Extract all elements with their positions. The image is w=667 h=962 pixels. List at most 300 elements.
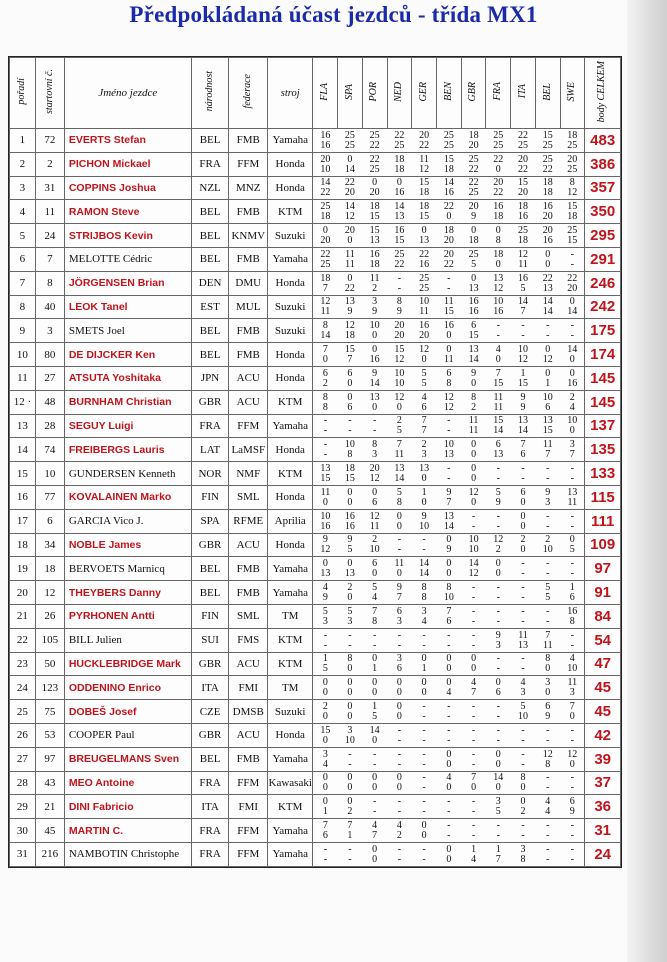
race-score-moto1: - <box>348 415 352 427</box>
race-score-cell <box>338 319 363 343</box>
rider-bike: Honda <box>268 343 313 367</box>
race-score-moto1: 0 <box>372 843 378 855</box>
race-score-cell <box>338 414 363 438</box>
race-score-moto2: 0 <box>446 758 452 770</box>
race-score-moto2: 0 <box>495 258 501 270</box>
race-score-moto1: 16 <box>369 248 380 260</box>
race-score-moto1: 18 <box>443 225 454 237</box>
race-score-moto1: 0 <box>396 701 402 713</box>
race-score-moto1: 12 <box>542 748 553 760</box>
race-score-moto2: 3 <box>372 449 378 461</box>
race-score-moto2: 25 <box>493 139 504 151</box>
race-score-moto2: 18 <box>468 235 479 247</box>
race-score-moto2: - <box>521 734 525 746</box>
race-score-cell <box>560 390 585 414</box>
race-score-moto1: 13 <box>320 463 331 475</box>
rider-position: 30 <box>10 819 36 843</box>
race-score-moto1: 25 <box>493 129 504 141</box>
race-score-moto2: 11 <box>320 306 331 318</box>
rider-start-number: 21 <box>35 795 64 819</box>
race-score-moto1: 22 <box>369 153 380 165</box>
rider-start-number: 6 <box>35 509 64 533</box>
race-score-moto2: 5 <box>421 377 427 389</box>
race-score-moto1: - <box>570 248 574 260</box>
rider-federation: FMB <box>229 557 268 581</box>
race-score-moto2: 20 <box>518 187 529 199</box>
race-score-moto1: - <box>422 796 426 808</box>
race-score-moto2: 15 <box>394 235 405 247</box>
rider-start-number: 31 <box>35 176 64 200</box>
race-score-moto1: 0 <box>347 772 353 784</box>
race-score-moto1: 2 <box>421 439 427 451</box>
race-score-moto1: 0 <box>372 177 378 189</box>
race-score-moto2: 4 <box>372 592 378 604</box>
rider-name: BURNHAM Christian <box>64 390 191 414</box>
rider-federation: FFM <box>229 842 268 866</box>
race-score-cell <box>313 700 338 724</box>
race-score-moto2: - <box>471 830 476 841</box>
race-score-moto2: 10 <box>369 544 380 556</box>
race-score-moto2: 16 <box>419 258 430 270</box>
rider-nationality: GBR <box>191 652 229 676</box>
race-score-cell <box>313 414 338 438</box>
rider-nationality: FRA <box>191 771 229 795</box>
race-score-cell <box>362 628 387 652</box>
race-score-moto1: - <box>471 748 476 760</box>
race-score-moto1: 0 <box>347 677 353 689</box>
race-score-moto2: 11 <box>369 520 380 532</box>
race-score-moto1: - <box>521 605 525 617</box>
race-score-moto2: - <box>447 830 451 841</box>
race-score-moto1: - <box>372 796 377 808</box>
table-row <box>10 366 621 390</box>
race-score-moto1: 15 <box>493 415 504 427</box>
race-score-cell <box>436 129 461 153</box>
race-score-cell <box>412 200 437 224</box>
race-score-moto1: 16 <box>320 129 331 141</box>
race-score-cell <box>511 795 536 819</box>
race-score-moto1: 9 <box>347 534 353 546</box>
rider-nationality: BEL <box>191 343 229 367</box>
race-score-cell <box>362 557 387 581</box>
race-score-moto2: - <box>546 853 550 865</box>
race-score-moto2: 0 <box>421 354 427 366</box>
race-score-moto1: - <box>422 724 426 736</box>
race-score-cell <box>412 509 437 533</box>
race-score-cell <box>412 129 437 153</box>
race-score-cell <box>387 795 412 819</box>
race-score-moto1: 4 <box>372 820 378 831</box>
race-score-moto1: 20 <box>369 463 380 475</box>
race-score-cell <box>461 652 486 676</box>
rider-total-points: 115 <box>585 485 621 509</box>
race-score-moto2: - <box>323 425 328 437</box>
rider-name: ODDENINO Enrico <box>64 676 191 700</box>
race-score-moto1: 25 <box>320 201 331 213</box>
race-score-moto1: - <box>422 534 426 546</box>
race-score-moto2: 13 <box>468 282 479 294</box>
rider-total-points: 45 <box>585 676 621 700</box>
race-score-moto1: 0 <box>446 344 452 356</box>
race-score-moto2: 20 <box>468 139 479 151</box>
race-score-moto2: - <box>496 830 500 841</box>
race-score-moto2: 14 <box>320 330 331 342</box>
race-score-moto2: 1 <box>421 663 427 675</box>
race-score-cell <box>511 747 536 771</box>
race-score-moto2: 7 <box>421 425 427 437</box>
race-score-cell <box>313 200 338 224</box>
rider-position: 8 <box>10 295 36 319</box>
rider-federation: FMB <box>229 200 268 224</box>
rider-position: 7 <box>10 271 36 295</box>
race-score-cell <box>535 557 560 581</box>
race-score-moto1: 15 <box>369 225 380 237</box>
header-race-swe: SWE <box>560 58 585 129</box>
rider-name: BERVOETS Marnicq <box>64 557 191 581</box>
race-score-moto1: 9 <box>446 486 452 498</box>
rider-total-points: 350 <box>585 200 621 224</box>
race-score-moto2: 0 <box>495 568 501 580</box>
rider-position: 26 <box>10 723 36 747</box>
race-score-moto2: 6 <box>322 830 328 841</box>
race-score-cell <box>461 247 486 271</box>
race-score-cell <box>535 509 560 533</box>
table-row <box>10 652 621 676</box>
race-score-moto1: 22 <box>344 177 355 189</box>
race-score-cell <box>511 509 536 533</box>
race-score-moto1: 6 <box>471 320 477 332</box>
rider-total-points: 47 <box>585 652 621 676</box>
race-score-moto2: 16 <box>394 187 405 199</box>
race-score-cell <box>535 414 560 438</box>
race-score-moto1: 3 <box>545 677 551 689</box>
race-score-cell <box>436 366 461 390</box>
rider-position: 18 <box>10 533 36 557</box>
race-score-moto1: 0 <box>545 344 551 356</box>
rider-name: JÖRGENSEN Brian <box>64 271 191 295</box>
header-race-spa: SPA <box>338 58 363 129</box>
race-score-moto1: 7 <box>520 439 526 451</box>
race-score-moto1: 6 <box>446 367 452 379</box>
rider-nationality: BEL <box>191 200 229 224</box>
race-score-moto1: 4 <box>520 677 526 689</box>
race-score-cell <box>338 224 363 248</box>
rider-nationality: EST <box>191 295 229 319</box>
race-score-cell <box>338 819 363 843</box>
header-race-fra: FRA <box>486 58 511 129</box>
race-score-moto2: 2 <box>520 806 526 818</box>
rider-total-points: 291 <box>585 247 621 271</box>
race-score-moto2: 22 <box>443 258 454 270</box>
race-score-moto2: 1 <box>545 377 551 389</box>
race-score-cell <box>338 628 363 652</box>
race-score-cell <box>338 438 363 462</box>
race-score-moto1: - <box>521 463 525 475</box>
race-score-moto1: 20 <box>344 225 355 237</box>
race-score-moto1: 0 <box>421 820 427 831</box>
race-score-cell <box>313 747 338 771</box>
race-score-moto1: 0 <box>545 367 551 379</box>
race-score-cell <box>313 224 338 248</box>
race-score-cell <box>535 271 560 295</box>
rider-bike: Yamaha <box>268 557 313 581</box>
race-score-cell <box>436 723 461 747</box>
race-score-moto1: 0 <box>396 177 402 189</box>
race-score-moto2: 16 <box>443 187 454 199</box>
race-score-moto1: 12 <box>369 510 380 522</box>
race-score-moto2: - <box>348 758 352 770</box>
race-score-cell <box>338 676 363 700</box>
race-score-moto2: 16 <box>542 235 553 247</box>
race-score-moto1: 16 <box>542 201 553 213</box>
race-score-moto2: 7 <box>322 282 328 294</box>
race-score-moto2: 5 <box>569 544 575 556</box>
race-score-cell <box>560 319 585 343</box>
race-score-cell <box>362 295 387 319</box>
rider-federation: NMF <box>229 462 268 486</box>
race-score-cell <box>362 366 387 390</box>
rider-bike: Yamaha <box>268 129 313 153</box>
race-score-moto1: - <box>570 558 574 570</box>
rider-nationality: GBR <box>191 723 229 747</box>
race-score-moto1: 14 <box>369 724 380 736</box>
race-score-moto1: 3 <box>495 796 501 808</box>
race-score-cell <box>338 771 363 795</box>
table-row <box>10 557 621 581</box>
race-score-moto2: 0 <box>347 235 353 247</box>
race-score-cell <box>461 438 486 462</box>
race-score-moto1: 0 <box>322 225 328 237</box>
race-score-cell <box>338 295 363 319</box>
race-score-cell <box>338 842 363 866</box>
race-score-moto1: 0 <box>446 558 452 570</box>
race-score-cell <box>412 366 437 390</box>
race-score-cell <box>387 485 412 509</box>
race-score-cell <box>461 295 486 319</box>
race-score-cell <box>461 676 486 700</box>
race-score-cell <box>313 771 338 795</box>
race-score-moto1: 0 <box>347 701 353 713</box>
rider-start-number: 3 <box>35 319 64 343</box>
race-score-cell <box>511 771 536 795</box>
race-score-moto2: 7 <box>396 592 402 604</box>
race-score-moto1: - <box>546 320 550 332</box>
race-score-cell <box>313 295 338 319</box>
race-score-moto1: - <box>422 748 426 760</box>
race-score-moto1: - <box>447 701 451 713</box>
race-score-moto2: 3 <box>545 496 551 508</box>
race-score-cell <box>461 771 486 795</box>
race-score-moto2: 14 <box>493 425 504 437</box>
race-score-cell <box>412 700 437 724</box>
race-score-moto1: 0 <box>322 796 328 808</box>
race-score-cell <box>486 700 511 724</box>
race-score-moto2: - <box>496 473 500 485</box>
race-score-moto1: 0 <box>545 248 551 260</box>
race-score-cell <box>560 366 585 390</box>
rider-start-number: 74 <box>35 438 64 462</box>
rider-total-points: 145 <box>585 366 621 390</box>
race-score-cell <box>486 343 511 367</box>
race-score-moto2: - <box>422 639 426 651</box>
race-score-moto2: - <box>570 830 574 841</box>
race-score-cell <box>362 485 387 509</box>
race-score-moto1: 25 <box>542 153 553 165</box>
race-score-moto1: 8 <box>347 653 353 665</box>
race-score-moto2: 4 <box>471 853 477 865</box>
race-score-moto1: 18 <box>320 272 331 284</box>
race-score-moto1: 9 <box>495 629 501 641</box>
race-score-moto1: 15 <box>320 724 331 736</box>
race-score-moto1: - <box>521 748 525 760</box>
race-score-cell <box>511 533 536 557</box>
race-score-moto1: 8 <box>322 391 328 403</box>
race-score-moto1: 0 <box>471 272 477 284</box>
race-score-cell <box>461 152 486 176</box>
race-score-moto2: 25 <box>518 139 529 151</box>
race-score-moto2: - <box>397 853 402 865</box>
race-score-moto2: - <box>521 830 525 841</box>
race-score-cell <box>560 771 585 795</box>
race-score-moto1: 0 <box>372 486 378 498</box>
rider-name: EVERTS Stefan <box>64 129 191 153</box>
race-score-moto2: - <box>496 592 500 604</box>
page-edge-shadow <box>627 0 667 962</box>
race-score-cell <box>338 747 363 771</box>
race-score-moto2: 4 <box>322 758 328 770</box>
race-score-cell <box>486 509 511 533</box>
race-score-cell <box>511 700 536 724</box>
race-score-moto2: 15 <box>369 211 380 223</box>
race-score-cell <box>511 295 536 319</box>
race-score-moto1: 3 <box>347 724 353 736</box>
rider-nationality: FRA <box>191 414 229 438</box>
race-score-cell <box>313 628 338 652</box>
race-score-cell <box>535 319 560 343</box>
race-score-moto2: 11 <box>493 401 504 413</box>
race-score-moto1: 6 <box>495 439 501 451</box>
race-score-moto1: 12 <box>419 344 430 356</box>
race-score-moto2: 13 <box>493 449 504 461</box>
rider-total-points: 37 <box>585 771 621 795</box>
race-score-moto2: - <box>471 592 476 604</box>
rider-nationality: FRA <box>191 842 229 866</box>
race-score-moto1: - <box>323 629 328 641</box>
rider-total-points: 109 <box>585 533 621 557</box>
race-score-moto2: 5 <box>396 425 402 437</box>
rider-total-points: 31 <box>585 819 621 843</box>
race-score-moto1: 22 <box>567 272 578 284</box>
race-score-cell <box>560 509 585 533</box>
race-score-moto2: 12 <box>567 187 578 199</box>
race-score-cell <box>362 319 387 343</box>
table-row <box>10 533 621 557</box>
race-score-cell <box>313 438 338 462</box>
rider-total-points: 97 <box>585 557 621 581</box>
race-score-moto2: 5 <box>545 592 551 604</box>
race-score-moto1: 13 <box>443 510 454 522</box>
race-score-moto2: 16 <box>320 520 331 532</box>
rider-federation: FMI <box>229 676 268 700</box>
race-score-moto1: 1 <box>372 701 378 713</box>
race-score-cell <box>436 152 461 176</box>
race-score-moto2: 0 <box>396 711 402 723</box>
race-score-moto1: 18 <box>493 248 504 260</box>
race-score-moto1: 14 <box>419 558 430 570</box>
race-score-cell <box>436 390 461 414</box>
race-score-cell <box>387 819 412 843</box>
race-score-moto2: - <box>422 806 426 818</box>
race-score-moto2: 0 <box>396 401 402 413</box>
race-score-moto2: 0 <box>396 520 402 532</box>
rider-start-number: 45 <box>35 819 64 843</box>
race-score-cell <box>313 819 338 843</box>
race-score-moto2: 11 <box>468 425 479 437</box>
race-score-cell <box>338 366 363 390</box>
table-row <box>10 771 621 795</box>
race-score-moto1: 12 <box>493 534 504 546</box>
race-score-moto2: 7 <box>495 853 501 865</box>
table-row <box>10 700 621 724</box>
race-score-cell <box>362 581 387 605</box>
header-race-fla: FLA <box>313 58 338 129</box>
race-score-moto1: 11 <box>320 486 331 498</box>
race-score-moto2: - <box>447 711 451 723</box>
race-score-moto1: - <box>422 843 426 855</box>
race-score-moto2: - <box>496 663 500 675</box>
race-score-moto1: - <box>447 820 451 831</box>
race-score-moto2: - <box>422 782 426 794</box>
rider-position: 16 <box>10 485 36 509</box>
race-score-moto1: 1 <box>471 843 477 855</box>
race-score-moto1: 6 <box>569 796 575 808</box>
race-score-cell <box>486 557 511 581</box>
rider-start-number: 34 <box>35 533 64 557</box>
race-score-moto2: - <box>323 853 328 865</box>
race-score-cell <box>313 247 338 271</box>
race-score-moto1: 2 <box>396 415 402 427</box>
race-score-moto1: 22 <box>542 272 553 284</box>
race-score-cell <box>560 533 585 557</box>
race-score-cell <box>461 271 486 295</box>
race-score-cell <box>461 129 486 153</box>
race-score-moto2: 0 <box>347 496 353 508</box>
race-score-moto2: 0 <box>372 330 378 342</box>
race-score-cell <box>461 319 486 343</box>
race-score-moto2: 15 <box>567 235 578 247</box>
race-score-moto2: 12 <box>320 544 331 556</box>
race-score-moto2: 12 <box>468 568 479 580</box>
race-score-moto2: 11 <box>518 258 528 270</box>
race-score-moto1: - <box>447 724 451 736</box>
race-score-cell <box>461 604 486 628</box>
race-score-moto1: 0 <box>446 748 452 760</box>
rider-bike: Honda <box>268 485 313 509</box>
race-score-cell <box>387 129 412 153</box>
rider-total-points: 24 <box>585 842 621 866</box>
race-score-moto2: 0 <box>322 354 328 366</box>
race-score-cell <box>535 462 560 486</box>
rider-start-number: 2 <box>35 152 64 176</box>
rider-name: PICHON Mickael <box>64 152 191 176</box>
race-score-moto2: 0 <box>495 163 501 175</box>
rider-total-points: 295 <box>585 224 621 248</box>
race-score-moto2: 11 <box>542 639 553 651</box>
race-score-moto1: 0 <box>347 391 353 403</box>
race-score-cell <box>535 485 560 509</box>
race-score-moto1: 6 <box>347 367 353 379</box>
header-startovni: startovní č. <box>35 58 64 129</box>
